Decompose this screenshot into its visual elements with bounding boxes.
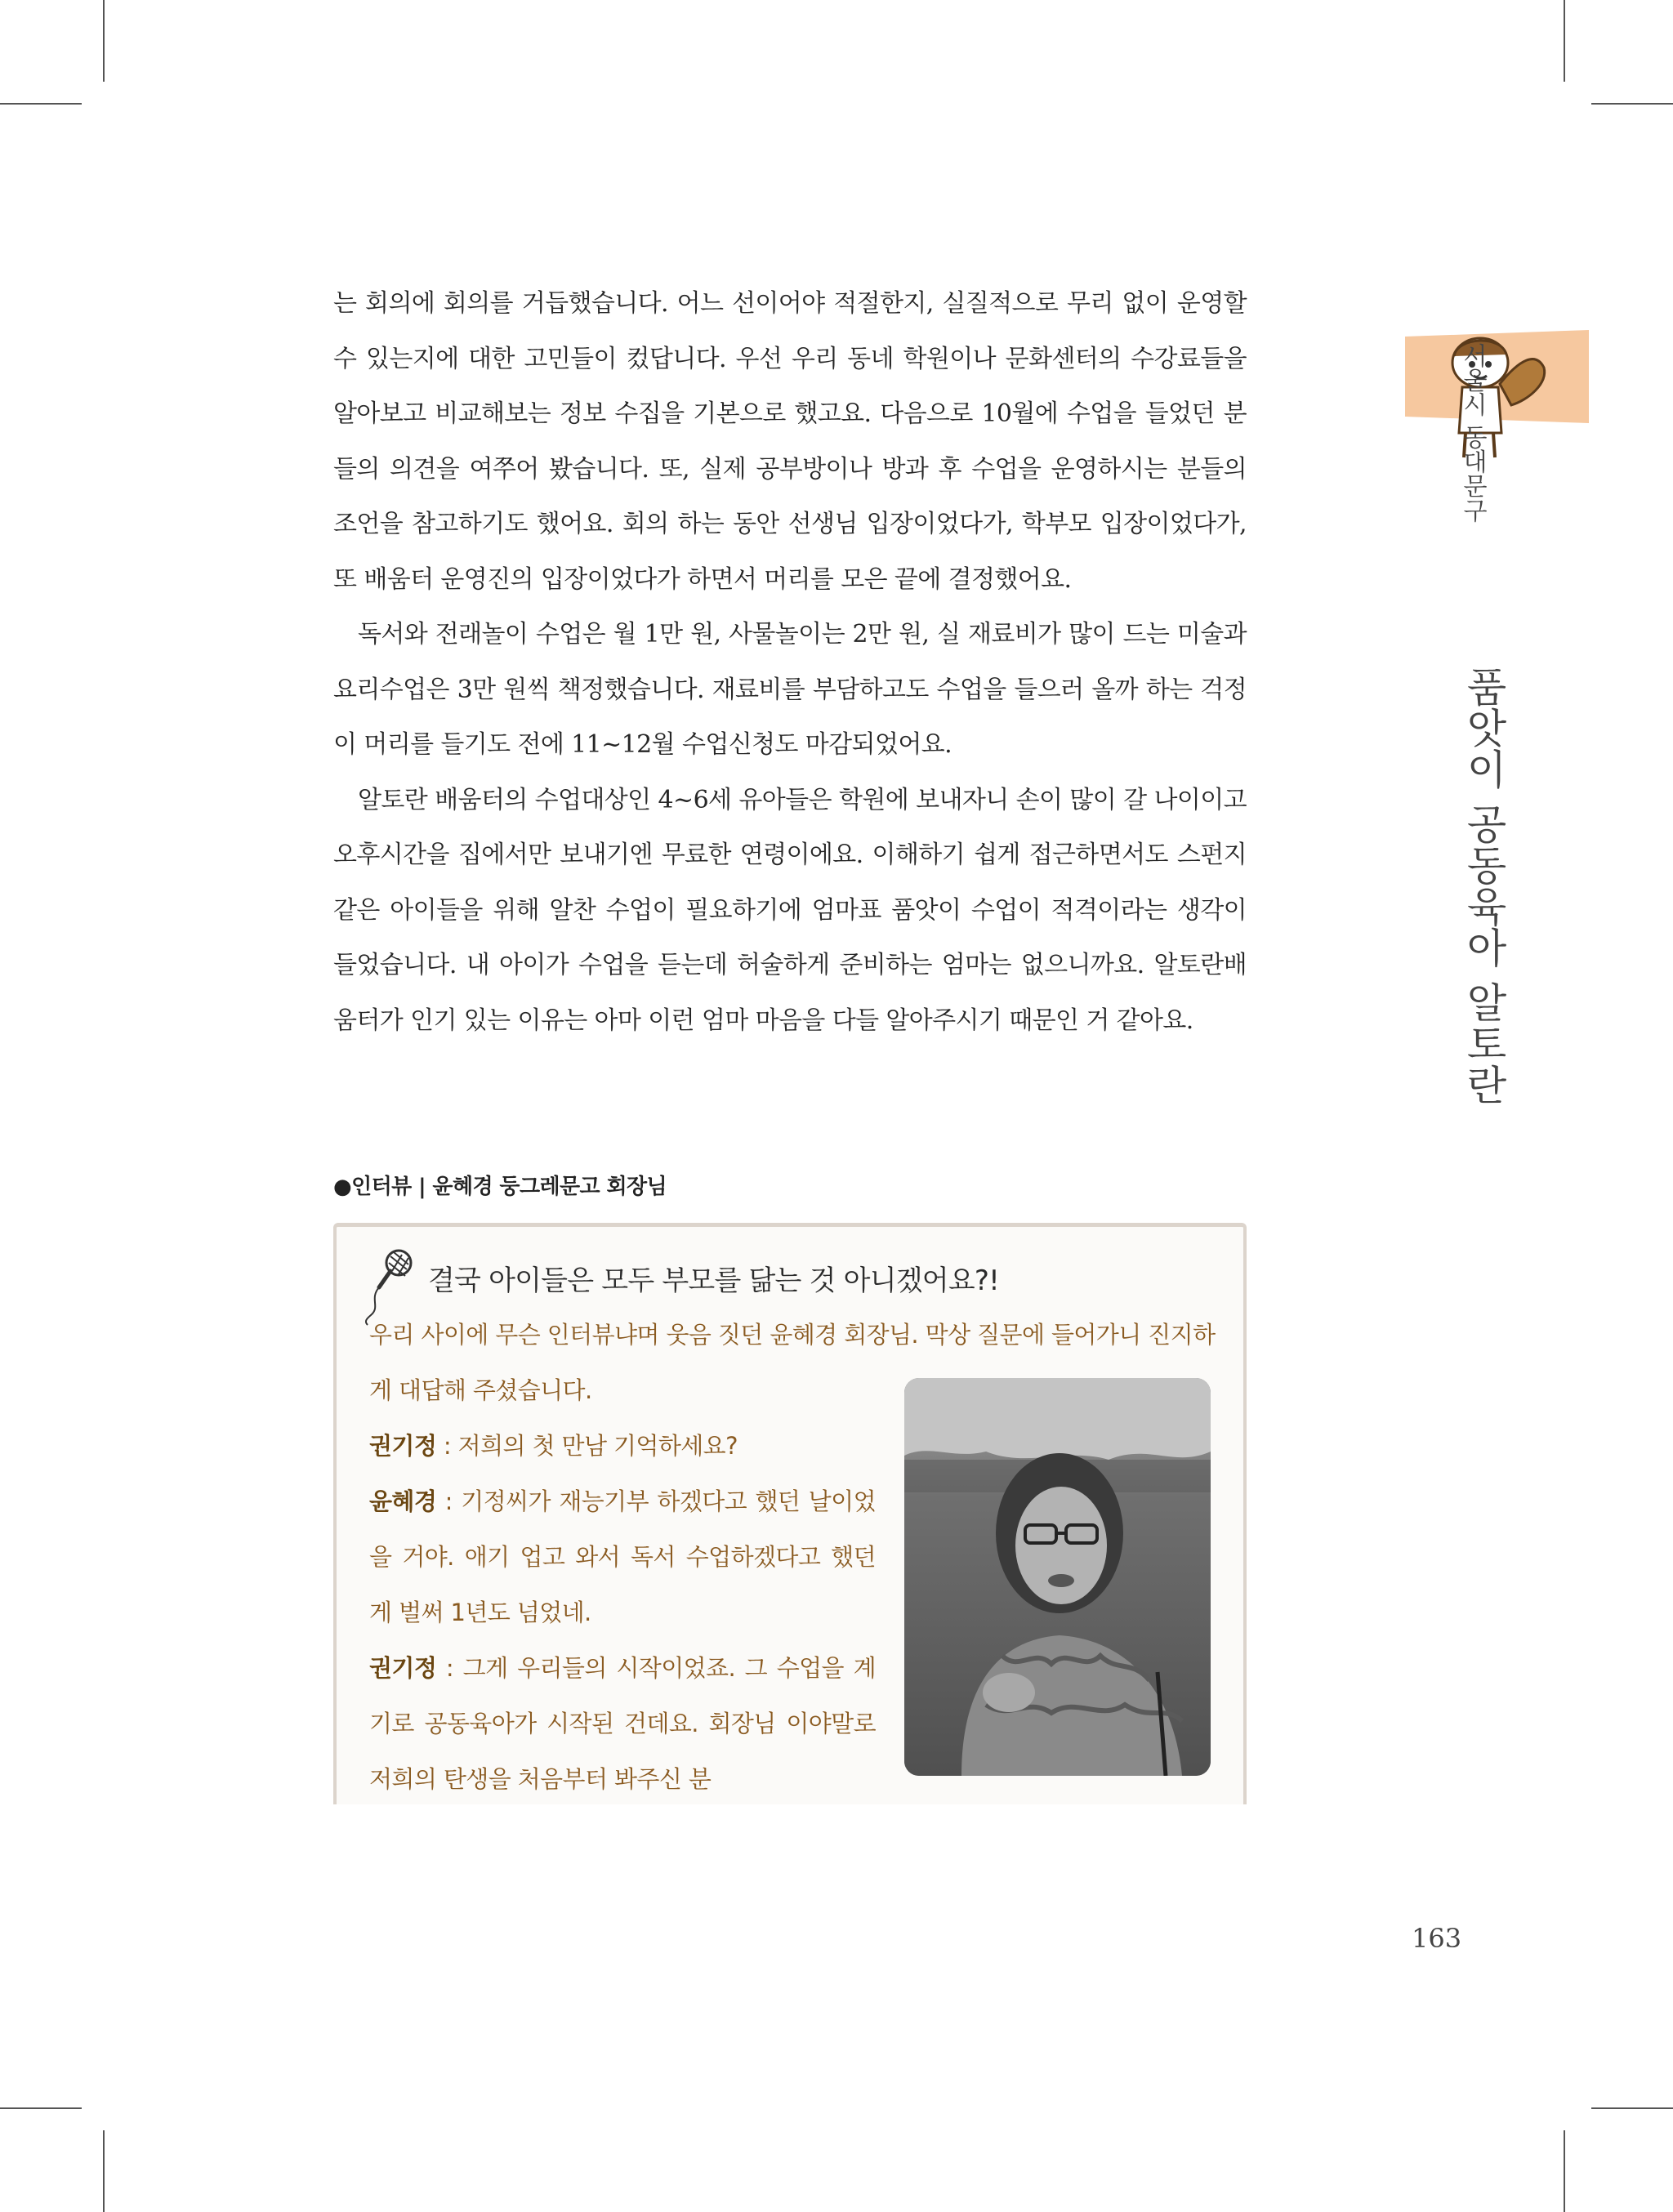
running-title-district: 서울시 동대문구 [1458,343,1487,523]
speaker-name: 권기정 [369,1432,437,1460]
interview-headline: 결국 아이들은 모두 부모를 닮는 것 아니겠어요?! [428,1264,999,1297]
running-title-main: 품앗이 공동육아 알토란 [1460,666,1507,1105]
crop-mark [1564,0,1565,82]
crop-mark [0,2107,82,2109]
crop-mark [0,103,82,105]
crop-mark [103,2130,105,2212]
crop-mark [1564,2130,1565,2212]
section-label: ●인터뷰 | 윤혜경 둥그레문고 회장님 [333,1175,667,1199]
dialogue-line [369,1474,876,1640]
crop-mark [103,0,105,82]
body-paragraph: 는 회의에 회의를 거듭했습니다. 어느 선이어야 적절한지, 실질적으로 무리 없이 운영할 수 있는지에 대한 고민들이 컸답니다. 우선 우리 동네 학원이나 문화센터의 수강료들을 알아보고 비교해보는 정보 수집을 기본으로 했고요. 다음으로 10월에 수업을 들었던 분들의 의견을 여쭈어 봤습니다. 또, 실제 공부방이나 방과 후 수업을 운영하시는 분들의 조언을 참고하기도 했어요. 회의 하는 동안 선생님 입장이었다가, 학부모 입장이었다가, 또 배움터 운영진의 입장이었다가 하면서 머리를 모은 끝에 결정했어요. [333,289,1247,594]
interviewee-photo [904,1378,1211,1776]
speaker-name: 윤혜경 [369,1487,437,1515]
speaker-name: 권기정 [369,1654,437,1682]
dialogue-text: : 저희의 첫 만남 기억하세요? [436,1432,738,1460]
dialogue-line [369,1640,876,1807]
interview-box [333,1223,1247,1804]
body-paragraph: 알토란 배움터의 수업대상인 4~6세 유아들은 학원에 보내자니 손이 많이 갈 나이이고 오후시간을 집에서만 보내기엔 무료한 연령이에요. 이해하기 쉽게 접근하면서도 스펀지 같은 아이들을 위해 알찬 수업이 필요하기에 엄마표 품앗이 수업이 적격이라는 생각이 들었습니다. 내 아이가 수업을 듣는데 허술하게 준비하는 엄마는 없으니까요. 알토란배움터가 인기 있는 이유는 아마 이런 엄마 마음을 다들 알아주시기 때문인 거 같아요. [333,785,1247,1035]
page-number: 163 [1412,1923,1462,1954]
dialogue-line [369,1418,876,1474]
body-text [333,276,1247,1048]
interview-dialogue [369,1418,876,1807]
crop-mark [1591,103,1673,105]
running-title [1454,343,1536,1105]
interview-intro: 우리 사이에 무슨 인터뷰냐며 웃음 짓던 윤혜경 회장님. 막상 질문에 들어가니 진지하게 대답해 주셨습니다. [369,1321,1216,1404]
dialogue-text: : 기정씨가 재능기부 하겠다고 했던 날이었을 거야. 애기 업고 와서 독서 수업하겠다고 했던 게 벌써 1년도 넘었네. [369,1487,876,1626]
body-paragraph: 독서와 전래놀이 수업은 월 1만 원, 사물놀이는 2만 원, 실 재료비가 많이 드는 미술과 요리수업은 3만 원씩 책정했습니다. 재료비를 부담하고도 수업을 들으러 올까 하는 걱정이 머리를 들기도 전에 11~12월 수업신청도 마감되었어요. [333,620,1247,759]
dialogue-text: : 그게 우리들의 시작이었죠. 그 수업을 계기로 공동육아가 시작된 건데요. 회장님 이야말로 저희의 탄생을 처음부터 봐주신 분 [369,1654,876,1793]
crop-mark [1591,2107,1673,2109]
